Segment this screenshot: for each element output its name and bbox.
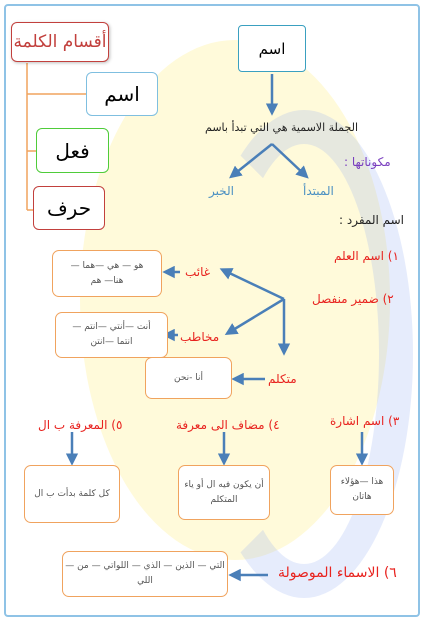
sidebar-item-harf	[33, 186, 105, 230]
arrow-to-mukhatab	[228, 299, 284, 333]
mudaf-box-line: المتكلم	[210, 494, 238, 505]
mukhatab-label: مخاطب	[180, 330, 220, 344]
arrow-to-ghaib	[223, 270, 284, 299]
mutakallim-box-text: أنا -نحن	[173, 372, 204, 383]
mufrad-label: اسم المفرد :	[339, 213, 405, 227]
components-label: مكوناتها :	[344, 155, 391, 169]
ghaib-box-line: هو — هي —هما —	[70, 260, 144, 271]
ishara-box-line: هاتان	[352, 492, 372, 502]
sidebar-item-ism	[86, 72, 158, 116]
sidebar-item-label: فعل	[55, 138, 90, 163]
mawsula-box-text: التي — الذين — الذي — اللواتي — من —اللي	[65, 561, 225, 586]
sidebar-title-box	[11, 22, 109, 62]
arrow-to-mubtada	[272, 144, 306, 176]
maarifa-box	[24, 465, 120, 523]
item-maarifa: ٥) المعرفة ب ال	[38, 418, 123, 432]
khabar-label: الخبر	[209, 184, 234, 198]
item-ishara: ٣) اسم اشارة	[330, 414, 400, 428]
ghaib-box-line: هنا— هم	[90, 275, 124, 286]
ghaib-label: غائب	[185, 265, 211, 279]
maarifa-box-text: كل كلمة بدأت ب ال	[34, 488, 110, 499]
mukhatab-box-line: أنت —أنتي —انتم —	[72, 322, 151, 332]
ishara-box	[330, 465, 394, 515]
sidebar-item-label: اسم	[104, 82, 140, 106]
item-alam: ١) اسم العلم	[334, 249, 399, 263]
arrow-to-khabar	[232, 144, 272, 176]
sidebar-item-label: حرف	[46, 196, 92, 220]
ishara-box-line: هذا —هؤلاء	[340, 477, 384, 487]
item-damir: ٢) ضمير منفصل	[312, 292, 394, 306]
mutakallim-box	[145, 357, 232, 399]
mukhatab-box	[55, 312, 168, 358]
mubtada-label: المبتدأ	[303, 184, 334, 198]
definition-text: الجملة الاسمية هي التي تبدأ باسم	[205, 121, 359, 134]
mudaf-box-line: أن يكون فيه ال أو ياء	[184, 479, 264, 490]
ghaib-box	[52, 250, 162, 297]
mutakallim-label: متكلم	[268, 372, 297, 386]
mawsula-box	[62, 551, 228, 597]
mudaf-box	[178, 465, 270, 520]
mukhatab-box-line: انتما —انتن	[90, 337, 133, 347]
item-mawsula: ٦) الاسماء الموصولة	[278, 565, 397, 581]
ism-label: اسم	[258, 39, 286, 58]
sidebar-title: أقسام الكلمة	[13, 32, 107, 52]
item-mudaf: ٤) مضاف الى معرفة	[176, 418, 280, 432]
sidebar-item-fil	[36, 128, 109, 173]
ism-box	[238, 25, 306, 72]
